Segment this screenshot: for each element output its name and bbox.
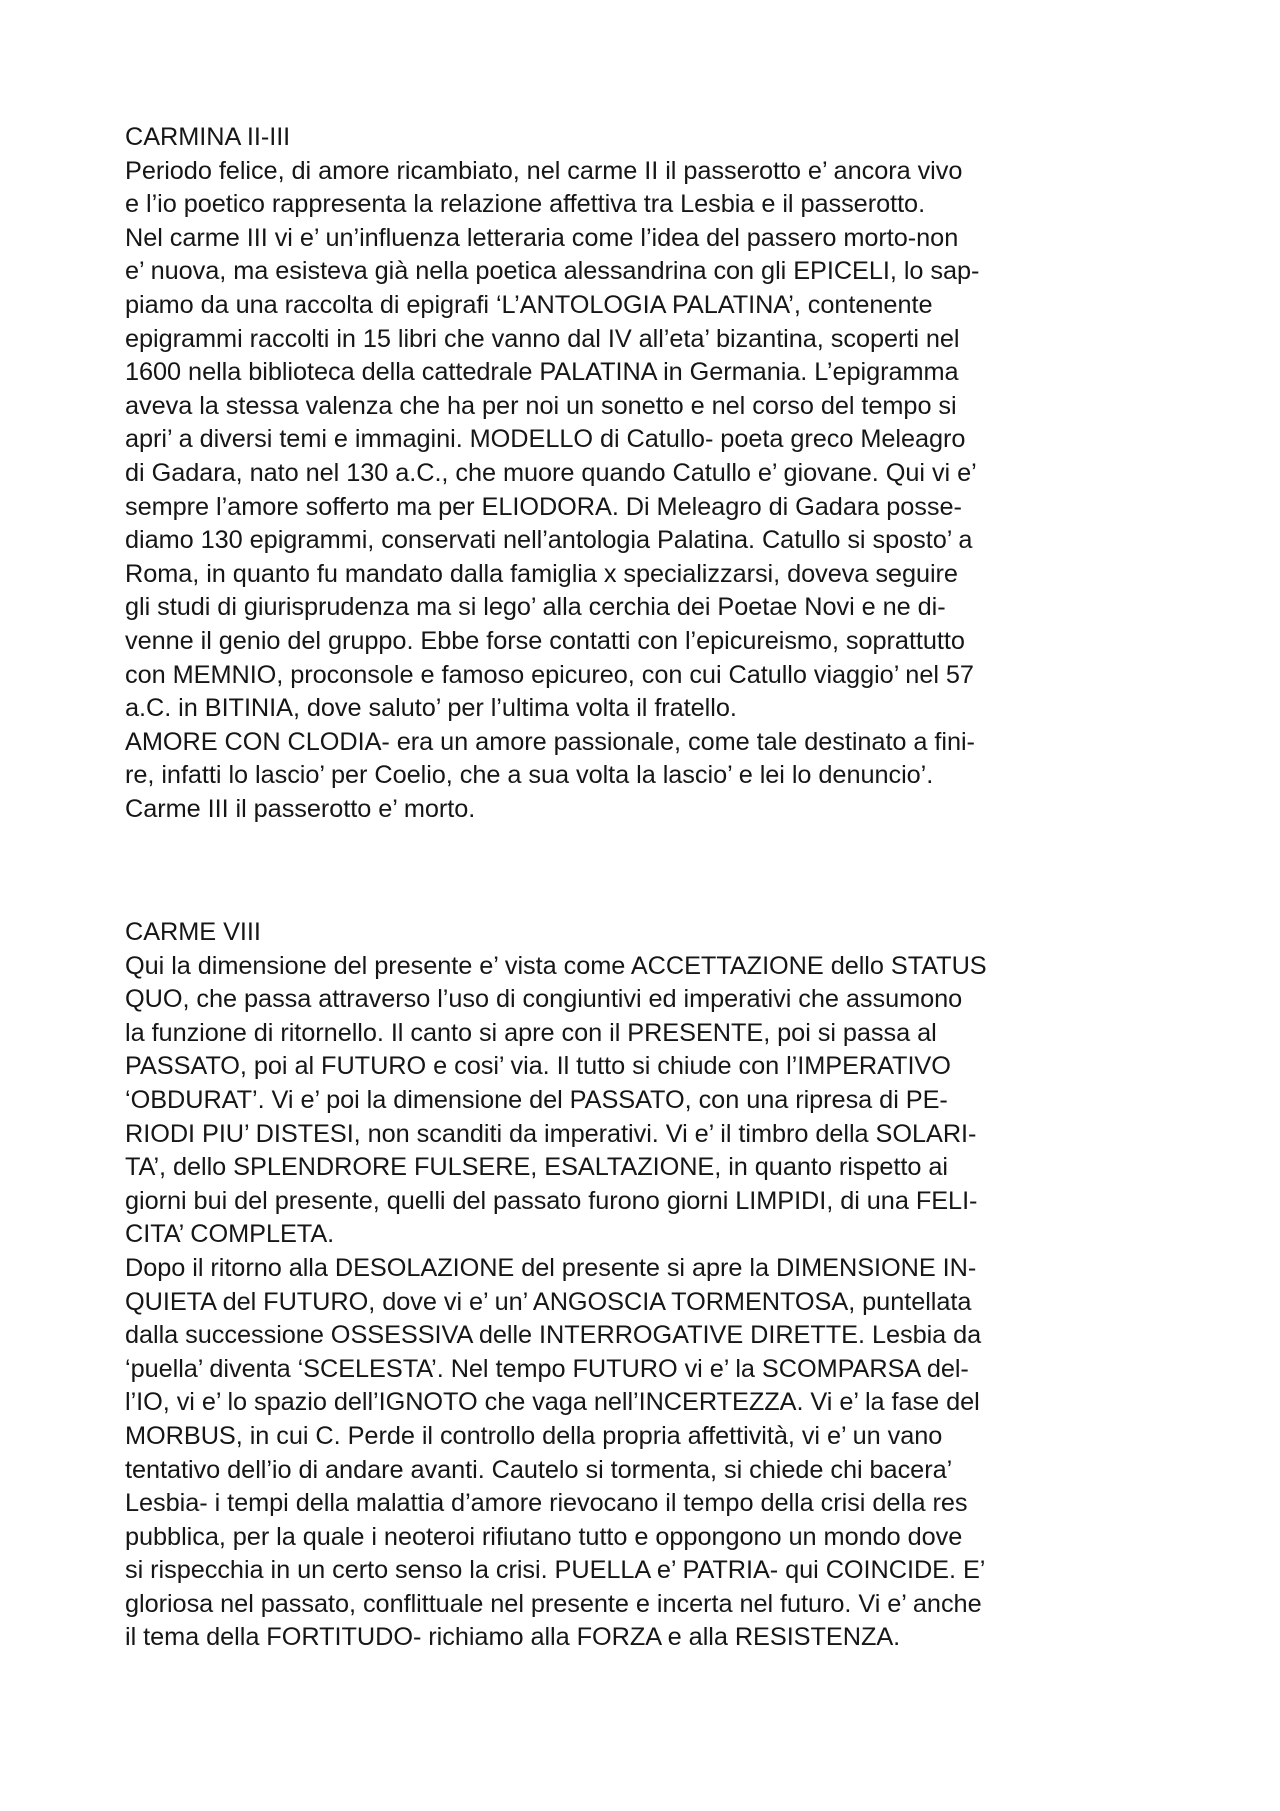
text-line: PASSATO, poi al FUTURO e cosi’ via. Il tutto si chiude con l’IMPERATIVO [125,1052,951,1081]
text-line: tentativo dell’io di andare avanti. Cautelo si tormenta, si chiede chi bacera’ [125,1455,953,1484]
text-line: e l’io poetico rappresenta la relazione affettiva tra Lesbia e il passerotto. [125,190,926,219]
text-line: piamo da una raccolta di epigrafi ‘L’ANTOLOGIA PALATINA’, contenente [125,290,933,319]
text-line: diamo 130 epigrammi, conservati nell’antologia Palatina. Catullo si sposto’ a [125,526,973,555]
section-heading: CARME VIII [125,918,261,946]
text-line: AMORE CON CLODIA- era un amore passionale, come tale destinato a fini- [125,727,975,756]
text-line: ‘OBDURAT’. Vi e’ poi la dimensione del PASSATO, con una ripresa di PE- [125,1085,948,1114]
text-line: giorni bui del presente, quelli del passato furono giorni LIMPIDI, di una FELI- [125,1186,978,1215]
text-line: l’IO, vi e’ lo spazio dell’IGNOTO che vaga nell’INCERTEZZA. Vi e’ la fase del [125,1388,980,1417]
text-line: CITA’ COMPLETA. [125,1220,335,1249]
text-line: QUIETA del FUTURO, dove vi e’ un’ ANGOSCIA TORMENTOSA, puntellata [125,1287,972,1316]
text-line: re, infatti lo lascio’ per Coelio, che a sua volta la lascio’ e lei lo denuncio’. [125,761,934,790]
text-line: la funzione di ritornello. Il canto si apre con il PRESENTE, poi si passa al [125,1018,937,1047]
text-line: RIODI PIU’ DISTESI, non scanditi da imperativi. Vi e’ il timbro della SOLARI- [125,1119,977,1148]
text-line: gloriosa nel passato, conflittuale nel presente e incerta nel futuro. Vi e’ anche [125,1589,982,1618]
text-line: ‘puella’ diventa ‘SCELESTA’. Nel tempo FUTURO vi e’ la SCOMPARSA del- [125,1354,969,1383]
text-line: QUO, che passa attraverso l’uso di congiuntivi ed imperativi che assumono [125,985,963,1014]
text-line: a.C. in BITINIA, dove saluto’ per l’ultima volta il fratello. [125,694,737,723]
text-line: Nel carme III vi e’ un’influenza letteraria come l’idea del passero morto-non [125,223,959,252]
text-line: Qui la dimensione del presente e’ vista come ACCETTAZIONE dello STATUS [125,951,987,980]
text-line: e’ nuova, ma esisteva già nella poetica alessandrina con gli EPICELI, lo sap- [125,257,980,286]
text-line: gli studi di giurisprudenza ma si lego’ alla cerchia dei Poetae Novi e ne di- [125,593,946,622]
text-line: epigrammi raccolti in 15 libri che vanno dal IV all’eta’ bizantina, scoperti nel [125,324,960,353]
text-line: Dopo il ritorno alla DESOLAZIONE del presente si apre la DIMENSIONE IN- [125,1253,977,1282]
text-line: con MEMNIO, proconsole e famoso epicureo, con cui Catullo viaggio’ nel 57 [125,660,974,689]
text-line: TA’, dello SPLENDRORE FULSERE, ESALTAZIONE, in quanto rispetto ai [125,1153,948,1182]
text-line: Carme III il passerotto e’ morto. [125,794,476,823]
text-line: Periodo felice, di amore ricambiato, nel carme II il passerotto e’ ancora vivo [125,156,963,185]
section-heading: CARMINA II-III [125,123,291,151]
text-line: apri’ a diversi temi e immagini. MODELLO di Catullo- poeta greco Meleagro [125,425,966,454]
text-line: MORBUS, in cui C. Perde il controllo della propria affettività, vi e’ un vano [125,1421,943,1450]
text-line: Roma, in quanto fu mandato dalla famiglia x specializzarsi, doveva seguire [125,559,958,588]
text-line: di Gadara, nato nel 130 a.C., che muore quando Catullo e’ giovane. Qui vi e’ [125,458,977,487]
section-carmina-ii-iii [125,121,1185,826]
text-line: 1600 nella biblioteca della cattedrale PALATINA in Germania. L’epigramma [125,358,959,387]
text-line: pubblica, per la quale i neoteroi rifiutano tutto e oppongono un mondo dove [125,1522,963,1551]
text-line: venne il genio del gruppo. Ebbe forse contatti con l’epicureismo, soprattutto [125,626,965,655]
text-line: Lesbia- i tempi della malattia d’amore rievocano il tempo della crisi della res [125,1489,968,1518]
text-line: dalla successione OSSESSIVA delle INTERROGATIVE DIRETTE. Lesbia da [125,1321,982,1350]
text-line: sempre l’amore sofferto ma per ELIODORA. Di Meleagro di Gadara posse- [125,492,962,521]
text-line: aveva la stessa valenza che ha per noi un sonetto e nel corso del tempo si [125,391,957,420]
text-line: il tema della FORTITUDO- richiamo alla FORZA e alla RESISTENZA. [125,1623,901,1652]
section-carme-viii [125,916,1185,1655]
text-line: si rispecchia in un certo senso la crisi. PUELLA e’ PATRIA- qui COINCIDE. E’ [125,1556,986,1585]
